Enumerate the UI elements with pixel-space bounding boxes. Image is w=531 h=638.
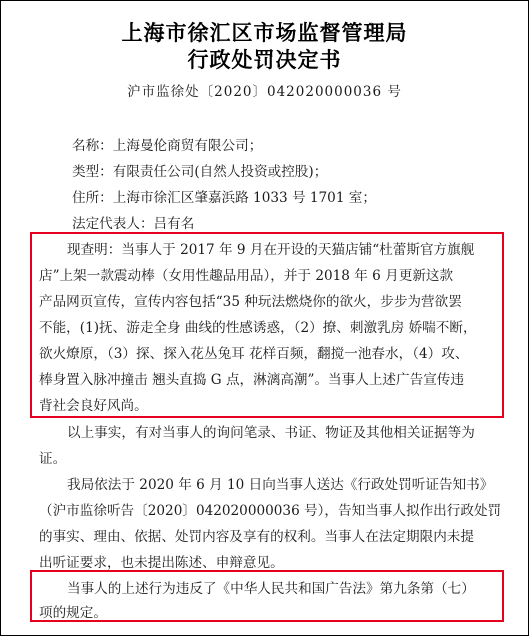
party-legal-representative: 法定代表人：吕有名 xyxy=(72,216,195,232)
facts-line: 不能，(1)抚、游走全身 曲线的性感诱惑，（2）撩、刺激乳房 娇喘不断， xyxy=(39,320,477,336)
violation-line: 当事人的上述行为违反了《中华人民共和国广告法》第九条第（七） xyxy=(67,581,475,597)
party-type: 类型：有限责任公司(自然人投资或控股)； xyxy=(72,164,328,180)
party-address: 住所：上海市徐汇区肇嘉浜路 1033 号 1701 室； xyxy=(72,190,376,206)
document-title-line2: 行政处罚决定书 xyxy=(187,48,342,72)
violation-line: 项的规定。 xyxy=(39,605,107,621)
facts-line: 背社会良好风尚。 xyxy=(39,398,148,414)
facts-line: 产品网页宣传，宣传内容包括“35 种玩法燃烧你的欲火，步步为营欲罢 xyxy=(39,294,462,310)
evidence-line: 以上事实，有对当事人的询问笔录、书证、物证及其他相关证据等为 xyxy=(67,425,475,441)
facts-line: 现查明：当事人于 2017 年 9 月在开设的天猫店铺“杜蕾斯官方旗舰 xyxy=(67,242,475,258)
facts-line: 棒身置入脉冲撞击 翘头直捣 G 点，淋漓高潮”。当事人上述广告宣传违 xyxy=(39,372,464,388)
facts-line: 店”上架一款震动棒（女用性趣品用品），并于 2018 年 6 月更新这款 xyxy=(39,268,454,284)
hearing-line: 我局依法于 2020 年 6 月 10 日向当事人送达《行政处罚听证告知书》 xyxy=(67,477,494,493)
facts-line: 欲火燎原，（3）探、探入花丛兔耳 花样百频，翻搅一池春水，（4）攻、 xyxy=(39,346,469,362)
hearing-line: 的事实、理由、依据、处罚内容及享有的权利。当事人在法定期限内未提 xyxy=(39,529,474,545)
evidence-line: 证。 xyxy=(39,451,67,467)
document-title-line1: 上海市徐汇区市场监督管理局 xyxy=(121,21,408,45)
party-name: 名称：上海曼伦商贸有限公司； xyxy=(72,138,263,154)
hearing-line: （沪市监徐听告〔2020〕042020000036 号），告知当事人拟作出行政处罚 xyxy=(39,503,502,519)
hearing-line: 出听证要求，也未提出陈述、申辩意见。 xyxy=(39,555,284,571)
document-number: 沪市监徐处〔2020〕042020000036 号 xyxy=(127,84,402,100)
